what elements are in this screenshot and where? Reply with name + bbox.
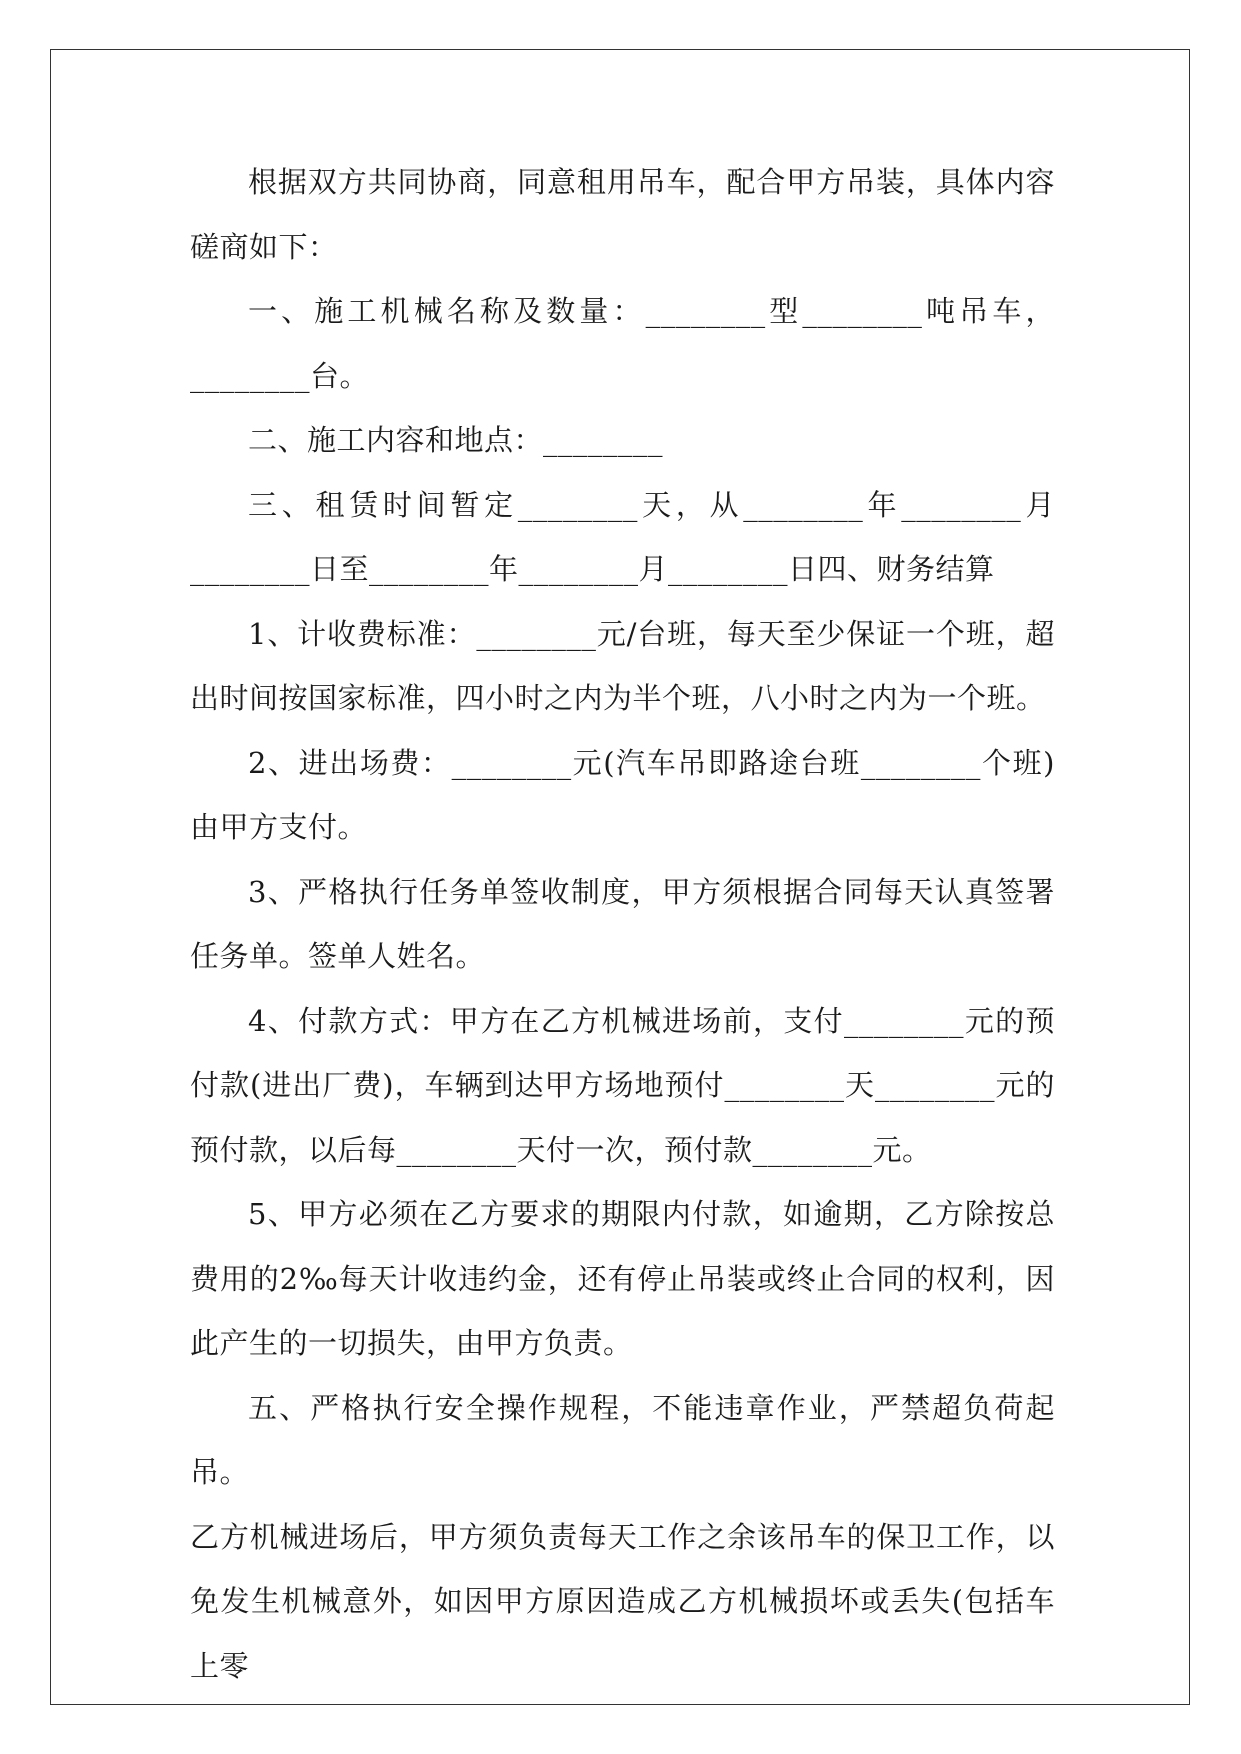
intro-paragraph: 根据双方共同协商，同意租用吊车，配合甲方吊装，具体内容磋商如下： — [190, 165, 1055, 264]
item-1-fee-standard: 1、计收费标准：________元/台班，每天至少保证一个班，超出时间按国家标准，四小时之内为半个班，八小时之内为一个班。 — [190, 616, 1055, 715]
item-2-entry-exit-fee: 2、进出场费：________元(汽车吊即路途台班________个班)由甲方支付。 — [190, 745, 1055, 844]
document-body — [190, 150, 1055, 1698]
clause-1-machinery: 一、施工机械名称及数量：________型________吨吊车，________台。 — [190, 294, 1055, 393]
clause-2-location: 二、施工内容和地点：________ — [248, 423, 664, 457]
item-3-task-sheet: 3、严格执行任务单签收制度，甲方须根据合同每天认真签署任务单。签单人姓名。 — [190, 874, 1055, 973]
clause-5-continued: 乙方机械进场后，甲方须负责每天工作之余该吊车的保卫工作，以免发生机械意外，如因甲方原因造成乙方机械损坏或丢失(包括车上零 — [190, 1519, 1055, 1683]
clause-3-lease-period: 三、租赁时间暂定________天，从________年________月________日至________年________月________日四、财务结算 — [190, 487, 1055, 586]
item-4-payment-method: 4、付款方式：甲方在乙方机械进场前，支付________元的预付款(进出厂费)，车辆到达甲方场地预付________天________元的预付款，以后每________天付一次，预付款________元。 — [190, 1003, 1055, 1167]
clause-5-safety: 五、严格执行安全操作规程，不能违章作业，严禁超负荷起吊。 — [190, 1390, 1055, 1489]
item-5-late-payment: 5、甲方必须在乙方要求的期限内付款，如逾期，乙方除按总费用的2‰每天计收违约金，还有停止吊装或终止合同的权利，因此产生的一切损失，由甲方负责。 — [190, 1197, 1055, 1360]
